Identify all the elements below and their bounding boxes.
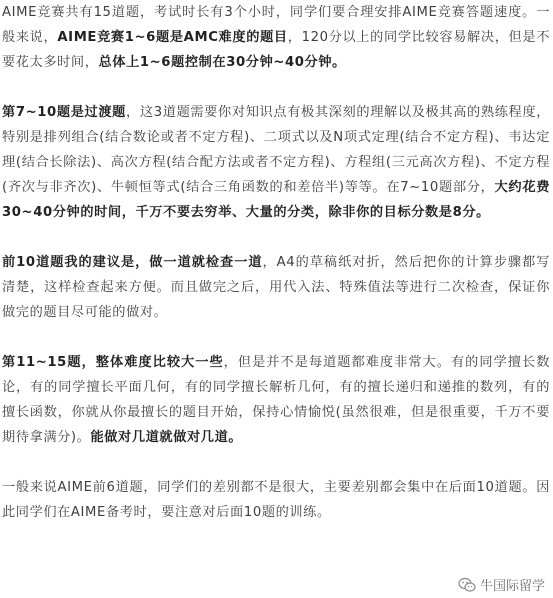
paragraph: [2, 250, 550, 325]
wechat-icon: [458, 577, 476, 593]
watermark: [458, 575, 545, 594]
bold-text: 总体上1~6题控制在30分钟~40分钟。: [98, 55, 346, 70]
paragraph: [2, 100, 550, 225]
bold-text: 第11~15题，整体难度比较大一些: [2, 355, 224, 370]
bold-text: 能做对几道就做对几道。: [90, 430, 243, 445]
paragraph: [2, 475, 550, 525]
body-text: ，这3道题需要你对知识点有极其深刻的理解以及极其高的熟练程度，特别是排列组合(结合数论或者不定方程)、二项式以及N项式定理(结合不定方程)、韦达定理(结合长除法)、高次方程(结合配方法或者不定方程)、方程组(三元高次方程)、不定方程(齐次与非齐次)、牛顿恒等式(结合三角函数的和差倍半)等等。在7~10题部分，: [2, 105, 550, 195]
bold-text: 第7~10题是过渡题: [2, 105, 127, 120]
bold-text: 大约花费30~40分钟的时间，千万不要去穷举、大量的分类，除非你的目标分数是8分。: [2, 180, 550, 220]
paragraph: [2, 0, 550, 75]
body-text: ，A4的草稿纸对折，然后把你的计算步骤都写清楚，这样检查起来方便。而且做完之后，用代入法、特殊值法等进行二次检查，保证你做完的题目尽可能的做对。: [2, 255, 550, 320]
bold-text: AIME竞赛1~6题是AMC难度的题目: [57, 30, 288, 45]
body-text: 一般来说AIME前6道题，同学们的差别都不是很大，主要差别都会集中在后面10道题。因此同学们在AIME备考时，要注意对后面10题的训练。: [2, 480, 550, 520]
body-text: ，但是并不是每道题都难度非常大。有的同学擅长数论，有的同学擅长平面几何，有的同学擅长解析几何，有的擅长递归和递推的数列，有的擅长函数，你就从你最擅长的题目开始，保持心情愉悦(虽然很难，但是很重要，千万不要期待拿满分)。: [2, 355, 550, 445]
bold-text: 前10道题我的建议是，做一道就检查一道: [2, 255, 263, 270]
watermark-text: 牛国际留学: [479, 579, 545, 594]
body-text: ，120分以上的同学比较容易解决，但是不要花太多时间，: [2, 30, 551, 70]
article-body: [2, 0, 550, 525]
body-text: AIME竞赛共有15道题，考试时长有3个小时，同学们要合理安排AIME竞赛答题速度。一般来说，: [2, 5, 550, 45]
paragraph: [2, 350, 550, 450]
